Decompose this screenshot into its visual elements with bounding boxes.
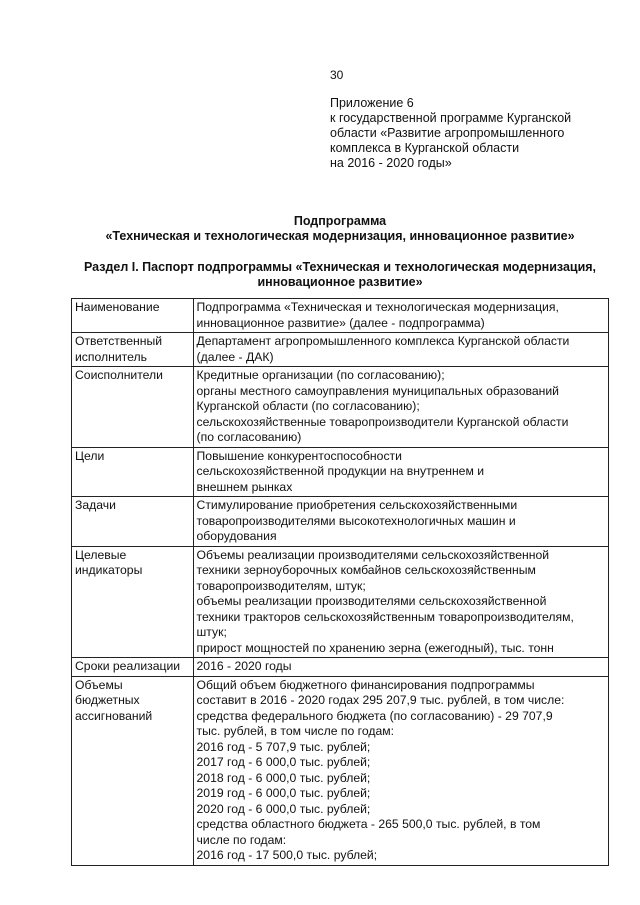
passport-row	[72, 367, 609, 448]
passport-row-label	[72, 299, 194, 333]
value-line: числе по годам:	[196, 832, 287, 847]
subprogram-heading-line: «Техническая и технологическая модернизация, инновационное развитие»	[105, 229, 575, 243]
value-line: (по согласованию)	[196, 430, 302, 444]
value-line: прирост мощностей по хранению зерна (ежегодный), тыс. тонн	[196, 640, 554, 655]
label-line: ассигнований	[75, 708, 153, 723]
value-line: Стимулирование приобретения сельскохозяйственными	[196, 498, 518, 512]
label-line: Наименование	[75, 300, 160, 314]
passport-row	[72, 546, 609, 658]
passport-row-label	[72, 497, 194, 547]
passport-table-body	[72, 299, 609, 866]
label-line: исполнитель	[75, 349, 147, 364]
value-line: Повышение конкурентоспособности	[196, 448, 402, 463]
value-line: внешнем рынках	[196, 479, 293, 494]
value-line: сельскохозяйственной продукции на внутреннем и	[196, 464, 485, 478]
passport-row	[72, 447, 609, 497]
value-line: сельскохозяйственные товаропроизводители Курганской области	[196, 414, 569, 429]
label-line: бюджетных	[75, 693, 140, 707]
value-line: товаропроизводителями высокотехнологичных машин и	[196, 513, 516, 528]
section-title-line: инновационное развитие»	[257, 275, 423, 289]
section-title-line: Раздел I. Паспорт подпрограммы «Техническая и технологическая модернизация,	[83, 260, 597, 274]
value-line: Департамент агропромышленного комплекса Курганской области	[196, 334, 570, 348]
annex-line: к государственной программе Курганской	[330, 111, 572, 125]
passport-table	[71, 298, 609, 866]
passport-row-label	[72, 658, 194, 677]
passport-row-value	[193, 658, 608, 677]
value-line: оборудования	[196, 529, 277, 543]
value-line: техники зерноуборочных комбайнов сельскохозяйственным	[196, 563, 536, 577]
passport-row-value	[193, 497, 608, 547]
value-line: Кредитные организации (по согласованию);	[196, 368, 445, 382]
passport-row-value	[193, 676, 608, 865]
value-line: 2017 год - 6 000,0 тыс. рублей;	[196, 755, 371, 769]
value-line: Общий объем бюджетного финансирования подпрограммы	[196, 677, 535, 692]
passport-row-label	[72, 333, 194, 367]
passport-row-label	[72, 447, 194, 497]
label-line: Сроки реализации	[75, 659, 181, 673]
value-line: товаропроизводителям, штук;	[196, 578, 366, 593]
value-line: штук;	[196, 625, 227, 639]
passport-row	[72, 658, 609, 677]
section-title	[60, 260, 620, 290]
annex-line: области «Развитие агропромышленного	[330, 126, 565, 140]
passport-row-value	[193, 546, 608, 658]
value-line: органы местного самоуправления муниципальных образований	[196, 383, 559, 398]
label-line: Целевые	[75, 547, 127, 562]
label-line: Задачи	[75, 498, 116, 512]
annex-line: Приложение 6	[330, 96, 414, 110]
value-line: объемы реализации производителями сельскохозяйственной	[196, 594, 547, 608]
value-line: 2016 год - 17 500,0 тыс. рублей;	[196, 848, 378, 862]
subprogram-heading	[60, 214, 620, 244]
passport-row	[72, 333, 609, 367]
passport-row-label	[72, 676, 194, 865]
label-line: индикаторы	[75, 563, 143, 577]
passport-row	[72, 497, 609, 547]
value-line: средства областного бюджета - 265 500,0 тыс. рублей, в том	[196, 817, 541, 831]
label-line: Соисполнители	[75, 368, 163, 382]
passport-row-label	[72, 546, 194, 658]
value-line: 2018 год - 6 000,0 тыс. рублей;	[196, 770, 371, 785]
page-number: 30	[330, 68, 344, 82]
passport-row-label	[72, 367, 194, 448]
value-line: Подпрограмма «Техническая и технологическая модернизация,	[196, 300, 559, 314]
value-line: 2019 год - 6 000,0 тыс. рублей;	[196, 786, 371, 800]
value-line: Объемы реализации производителями сельскохозяйственной	[196, 547, 550, 562]
passport-row	[72, 676, 609, 865]
value-line: инновационное развитие» (далее - подпрограмма)	[196, 315, 485, 330]
value-line: тыс. рублей, в том числе по годам:	[196, 724, 394, 738]
label-line: Цели	[75, 448, 105, 463]
passport-row-value	[193, 333, 608, 367]
passport-row-value	[193, 447, 608, 497]
value-line: техники тракторов сельскохозяйственным товаропроизводителям,	[196, 609, 574, 624]
value-line: составит в 2016 - 2020 годах 295 207,9 тыс. рублей, в том числе:	[196, 693, 565, 707]
passport-row	[72, 299, 609, 333]
passport-row-value	[193, 299, 608, 333]
value-line: 2016 год - 5 707,9 тыс. рублей;	[196, 739, 371, 754]
annex-line: комплекса в Курганской области	[330, 141, 520, 155]
value-line: средства федерального бюджета (по согласованию) - 29 707,9	[196, 708, 553, 723]
label-line: Объемы	[75, 677, 123, 692]
label-line: Ответственный	[75, 334, 163, 348]
value-line: Курганской области (по согласованию);	[196, 399, 420, 413]
annex-line: на 2016 - 2020 годы»	[330, 156, 452, 170]
passport-row-value	[193, 367, 608, 448]
subprogram-heading-line: Подпрограмма	[293, 214, 387, 228]
annex-note	[330, 96, 630, 171]
value-line: 2020 год - 6 000,0 тыс. рублей;	[196, 801, 371, 816]
value-line: 2016 - 2020 годы	[196, 659, 292, 673]
value-line: (далее - ДАК)	[196, 349, 274, 364]
